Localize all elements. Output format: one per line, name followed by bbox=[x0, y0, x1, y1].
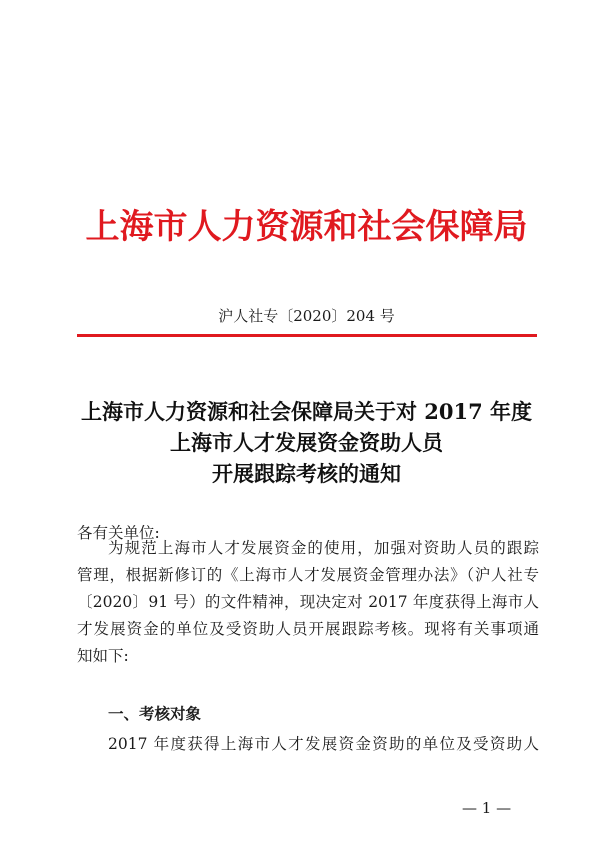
notice-title bbox=[0, 396, 613, 489]
paragraph-line: 管理，根据新修订的《上海市人才发展资金管理办法》（沪人社专 bbox=[77, 566, 539, 584]
paragraph-line: 才发展资金的单位及受资助人员开展跟踪考核。现将有关事项通 bbox=[77, 620, 539, 638]
red-divider-rule bbox=[77, 334, 537, 337]
section-paragraph bbox=[77, 731, 539, 758]
notice-title-line: 上海市人才发展资金资助人员 bbox=[170, 430, 443, 455]
paragraph-line: 为规范上海市人才发展资金的使用，加强对资助人员的跟踪 bbox=[108, 539, 539, 557]
paragraph-line: 〔2020〕91 号）的文件精神，现决定对 2017 年度获得上海市人 bbox=[77, 593, 539, 611]
document-number: 沪人社专〔2020〕204 号 bbox=[218, 307, 395, 325]
page-number: — 1 — bbox=[462, 799, 512, 817]
agency-title: 上海市人力资源和社会保障局 bbox=[85, 207, 528, 247]
paragraph-line: 知如下: bbox=[77, 647, 129, 665]
section-heading: 一、考核对象 bbox=[108, 705, 202, 723]
notice-title-line: 开展跟踪考核的通知 bbox=[212, 461, 401, 486]
body-paragraph bbox=[77, 535, 539, 670]
salutation: 各有关单位: bbox=[77, 524, 160, 542]
paragraph-line: 2017 年度获得上海市人才发展资金资助的单位及受资助人 bbox=[108, 735, 539, 753]
notice-title-line: 上海市人力资源和社会保障局关于对 2017 年度 bbox=[80, 399, 533, 424]
